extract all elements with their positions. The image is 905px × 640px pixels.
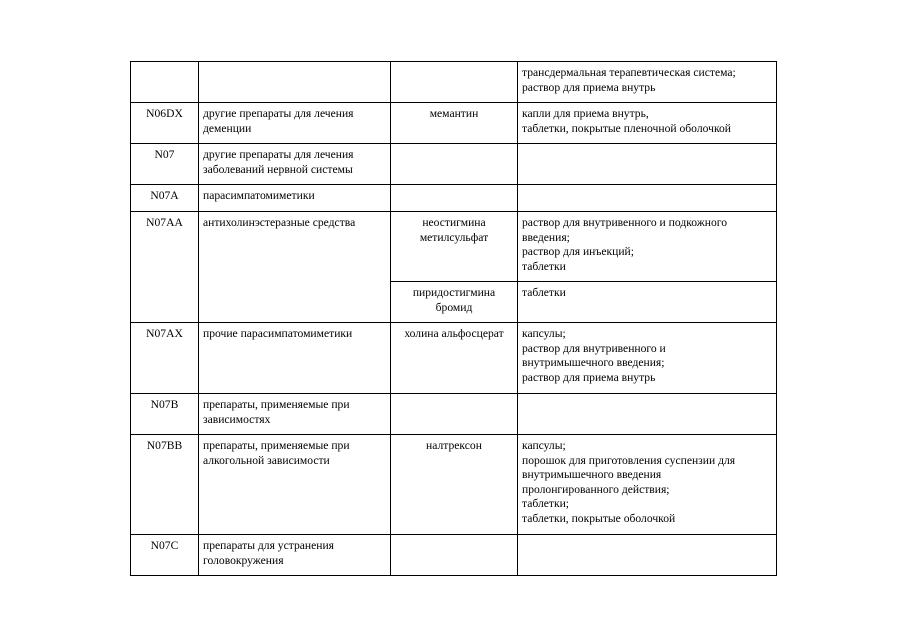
group-name-cell	[199, 103, 391, 144]
dosage-forms-cell	[518, 62, 777, 103]
dosage-form-text: пролонгированного действия;	[522, 482, 670, 496]
inn-cell	[391, 212, 518, 282]
inn-cell	[391, 535, 518, 576]
dosage-form-text: трансдермальная терапевтическая система;	[522, 66, 736, 79]
dosage-form-text: порошок для приготовления суспензии для	[522, 453, 736, 467]
atc-code-cell	[131, 394, 199, 435]
atc-code-cell	[131, 435, 199, 535]
dosage-forms-cell	[518, 282, 777, 323]
dosage-form-text: таблетки	[522, 286, 566, 299]
atc-code-cell	[131, 323, 199, 394]
dosage-form-text: капсулы;	[522, 327, 566, 340]
dosage-form-text: раствор для внутривенного и	[522, 341, 666, 355]
table-row	[131, 185, 777, 212]
atc-code-text: N07AX	[146, 327, 183, 340]
inn-text: налтрексон	[426, 439, 482, 452]
group-name-text: алкогольной зависимости	[203, 453, 330, 467]
atc-code-text: N07BB	[146, 439, 183, 452]
inn-text: неостигмина	[422, 216, 486, 229]
atc-code-cell	[131, 212, 199, 323]
inn-cell	[391, 144, 518, 185]
atc-code-text: N07B	[150, 398, 179, 411]
table-row	[131, 144, 777, 185]
atc-code-cell	[131, 103, 199, 144]
atc-code-text: N07C	[150, 539, 179, 552]
group-name-text: препараты для устранения	[203, 539, 334, 552]
dosage-form-text: введения;	[522, 230, 570, 244]
inn-cell	[391, 62, 518, 103]
table-row	[131, 62, 777, 103]
dosage-forms-cell	[518, 435, 777, 535]
group-name-cell	[199, 62, 391, 103]
group-name-cell	[199, 394, 391, 435]
dosage-forms-cell	[518, 185, 777, 212]
group-name-cell	[199, 323, 391, 394]
table-row	[131, 103, 777, 144]
group-name-text: заболеваний нервной системы	[203, 162, 353, 176]
dosage-form-text: внутримышечного введения;	[522, 356, 665, 369]
group-name-cell	[199, 185, 391, 212]
inn-text: мемантин	[429, 107, 479, 120]
inn-text: пиридостигмина	[412, 286, 496, 299]
table-row	[131, 535, 777, 576]
dosage-form-text: раствор для приема внутрь	[522, 370, 656, 384]
atc-code-text: N07AA	[146, 216, 183, 229]
inn-cell	[391, 103, 518, 144]
dosage-forms-cell	[518, 103, 777, 144]
table-row	[131, 323, 777, 394]
inn-text: бромид	[435, 300, 473, 314]
group-name-cell	[199, 535, 391, 576]
dosage-forms-cell	[518, 144, 777, 185]
group-name-text: деменции	[203, 121, 252, 135]
group-name-text: другие препараты для лечения	[203, 148, 354, 161]
dosage-form-text: внутримышечного введения	[522, 468, 662, 481]
inn-cell	[391, 323, 518, 394]
dosage-form-text: капсулы;	[522, 439, 566, 452]
table-row	[131, 394, 777, 435]
atc-code-cell	[131, 535, 199, 576]
dosage-form-text: таблетки, покрытые оболочкой	[522, 511, 676, 525]
atc-code-text: N07	[154, 148, 175, 161]
group-name-cell	[199, 144, 391, 185]
atc-code-text: N06DX	[146, 107, 183, 120]
dosage-form-text: раствор для внутривенного и подкожного	[522, 216, 728, 229]
dosage-forms-cell	[518, 323, 777, 394]
atc-code-cell	[131, 144, 199, 185]
atc-code-cell	[131, 62, 199, 103]
dosage-forms-cell	[518, 535, 777, 576]
group-name-cell	[199, 212, 391, 323]
dosage-form-text: таблетки;	[522, 497, 570, 510]
inn-text: холина альфосцерат	[404, 327, 504, 340]
inn-cell	[391, 435, 518, 535]
group-name-text: другие препараты для лечения	[203, 107, 354, 120]
table-row	[131, 212, 777, 282]
medication-table	[130, 61, 777, 576]
inn-text: метилсульфат	[419, 230, 489, 244]
inn-cell	[391, 282, 518, 323]
dosage-form-text: таблетки, покрытые пленочной оболочкой	[522, 121, 731, 135]
atc-code-text: N07A	[150, 189, 179, 202]
dosage-form-text: капли для приема внутрь,	[522, 107, 649, 120]
table-row	[131, 435, 777, 535]
group-name-text: прочие парасимпатомиметики	[203, 327, 353, 340]
dosage-form-text: раствор для приема внутрь	[522, 80, 656, 94]
atc-code-cell	[131, 185, 199, 212]
group-name-text: препараты, применяемые при	[203, 439, 350, 452]
group-name-text: зависимостях	[203, 412, 271, 426]
group-name-cell	[199, 435, 391, 535]
group-name-text: парасимпатомиметики	[203, 189, 315, 202]
dosage-form-text: раствор для инъекций;	[522, 245, 634, 258]
group-name-text: антихолинэстеразные средства	[203, 216, 356, 229]
dosage-forms-cell	[518, 394, 777, 435]
dosage-form-text: таблетки	[522, 259, 566, 273]
group-name-text: препараты, применяемые при	[203, 398, 350, 411]
inn-cell	[391, 185, 518, 212]
group-name-text: головокружения	[203, 553, 284, 567]
inn-cell	[391, 394, 518, 435]
dosage-forms-cell	[518, 212, 777, 282]
